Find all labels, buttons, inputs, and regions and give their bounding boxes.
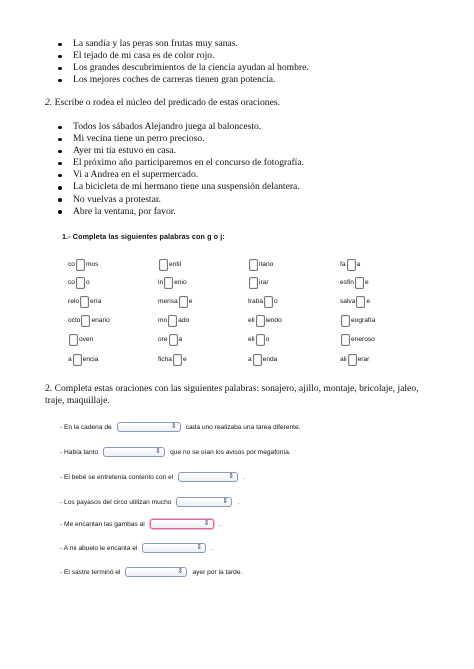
gj-word [158,277,187,288]
sentence-start: - Había tanto [60,448,99,456]
letter-input-box[interactable] [253,354,262,366]
letter-input-box[interactable] [80,296,89,308]
word-suffix: e [366,298,371,305]
word-suffix: ería [90,298,102,305]
gj-word [248,315,282,326]
word-suffix: e [182,356,187,363]
letter-input-box[interactable] [81,315,90,327]
word-suffix: e [188,298,193,305]
dropdown-arrow-icon: ⇕ [228,473,235,480]
gj-word [68,296,101,307]
list-item: Los mejores coches de carreras tienen gran potencia. [58,74,309,86]
sentence-end: cada uno realizaba una tarea diferente. [185,423,301,431]
word-suffix: erar [357,356,370,363]
dropdown-arrow-icon: ⇕ [177,568,184,575]
letter-input-box[interactable] [348,354,357,366]
letter-input-box[interactable] [356,296,365,308]
word-prefix: co [68,261,75,268]
gj-word [68,277,90,288]
letter-input-box[interactable] [256,315,265,327]
letter-input-box[interactable] [347,259,356,271]
word-suffix: o [265,336,270,343]
word-prefix: octo [68,317,81,324]
letter-input-box[interactable] [164,277,173,289]
letter-input-box[interactable] [341,334,350,346]
word-prefix: a [248,356,252,363]
letter-input-box[interactable] [76,277,85,289]
gj-word [340,277,369,288]
sentence-start: - El sastre terminó el [60,568,121,576]
word-suffix: enario [91,317,110,324]
letter-input-box[interactable] [179,296,188,308]
list-item: Todos los sábados Alejandro juega al baloncesto. [58,121,304,133]
word-suffix: e [364,279,369,286]
gj-word [158,315,189,326]
word-prefix: mo [158,317,168,324]
sentence-line [60,518,221,530]
word-suffix: enio [174,279,187,286]
word-suffix: encia [82,356,99,363]
gj-word [248,259,273,270]
letter-input-box[interactable] [264,296,273,308]
letter-input-box[interactable] [76,259,85,271]
sentence-end: . [211,544,214,552]
sentence-list-1 [58,38,309,86]
word-prefix: ali [340,356,347,363]
sentence-end: . [218,520,221,528]
word-suffix: irar [259,279,269,286]
gj-exercise-title: 1.- Completa las siguientes palabras con g o j: [62,232,225,241]
dropdown-arrow-icon: ⇕ [155,448,162,455]
sentence-start: - Me encantan las gambas al [60,520,145,528]
dropdown-arrow-icon: ⇕ [203,520,210,527]
word-suffix: ado [178,317,190,324]
dropdown-arrow-icon: ⇕ [196,544,203,551]
dropdown-arrow-icon: ⇕ [222,498,229,505]
exercise-3-instruction-line2: traje, maquillaje. [45,395,110,406]
word-prefix: salva [340,298,356,305]
letter-input-box[interactable] [249,259,258,271]
sentence-line [60,542,213,554]
word-prefix: co [68,279,75,286]
letter-input-box[interactable] [159,259,168,271]
letter-input-box[interactable] [355,277,364,289]
word-suffix: a [178,336,183,343]
word-dropdown[interactable] [142,543,206,553]
gj-word [340,334,375,345]
list-item: La sandía y las peras son frutas muy sanas. [58,38,309,50]
gj-word [68,259,98,270]
word-suffix: eografía [351,317,376,324]
gj-word [68,354,98,365]
word-suffix: entil [169,261,182,268]
word-prefix: ore [158,336,168,343]
gj-word [68,315,110,326]
exercise-2-instruction [45,97,280,109]
exercise-number: 2. [45,97,53,108]
sentence-start: - A mi abuelo le encanta el [60,544,138,552]
sentence-start: - Los payasos del circo utilizan mucho [60,498,172,506]
gj-word [158,354,187,365]
gj-word [340,259,360,270]
word-dropdown[interactable] [150,519,214,529]
gj-word [340,296,370,307]
list-item: Ayer mi tía estuvo en casa. [58,145,304,157]
letter-input-box[interactable] [249,277,258,289]
gj-word [68,334,93,345]
exercise-3-instruction-line1: 2. Completa estas oraciones con las siguientes palabras: sonajero, ajillo, montaje, bricolaje, jaleo, [45,383,419,394]
letter-input-box[interactable] [73,354,82,366]
word-suffix: enda [262,356,278,363]
word-prefix: mensa [158,298,178,305]
sentence-line [60,496,239,508]
word-prefix: fa [340,261,346,268]
word-prefix: ficha [158,356,172,363]
sentence-line [60,421,300,433]
gj-word [248,296,278,307]
sentence-end: ayer por la tarde. [192,568,243,576]
word-dropdown[interactable] [176,497,232,507]
sentence-end: que no se oían los avisos por megafonía. [170,448,291,456]
word-suffix: iendo [265,317,282,324]
word-prefix: in [158,279,164,286]
sentence-start: - El bebé se entretenía contento con el [60,473,174,481]
word-dropdown[interactable] [178,472,238,482]
gj-word [158,334,182,345]
gj-word [158,296,192,307]
gj-word [248,277,269,288]
word-suffix: o [274,298,278,305]
gj-word [340,315,375,326]
word-prefix: traba [248,298,264,305]
sentence-list-2 [58,121,304,218]
letter-input-box[interactable] [169,334,178,346]
exercise-instruction-text: Escribe o rodea el núcleo del predicado de estas oraciones. [54,97,280,108]
word-dropdown[interactable] [117,422,181,432]
word-prefix: eli [248,336,255,343]
word-dropdown[interactable] [125,567,187,577]
list-item: Abre la ventana, por favor. [58,206,304,218]
gj-word [340,354,369,365]
word-suffix: oven [79,336,94,343]
list-item: No vuelvas a protestar. [58,194,304,206]
letter-input-box[interactable] [173,354,182,366]
sentence-line [60,446,291,458]
list-item: La bicicleta de mi hermano tiene una suspensión delantera. [58,181,304,193]
list-item: Mi vecina tiene un perro precioso. [58,133,304,145]
gj-word [248,334,269,345]
sentence-end: . [237,498,240,506]
word-suffix: a [356,261,361,268]
letter-input-box[interactable] [256,334,265,346]
word-suffix: eneroso [351,336,375,343]
word-prefix: esfin [340,279,354,286]
word-prefix: a [68,356,72,363]
gj-word [248,354,277,365]
list-item: El tejado de mi casa es de color rojo. [58,50,309,62]
gj-word [158,259,181,270]
word-dropdown[interactable] [103,447,165,457]
letter-input-box[interactable] [341,315,350,327]
sentence-line [60,566,242,578]
letter-input-box[interactable] [69,334,78,346]
sentence-start: - En la cadena de [60,423,112,431]
list-item: Los grandes descubrimientos de la ciencia ayudan al hombre. [58,62,309,74]
dropdown-arrow-icon: ⇕ [170,423,177,430]
word-prefix: eli [248,317,255,324]
word-prefix: relo [68,298,79,305]
letter-input-box[interactable] [168,315,177,327]
word-suffix: o [85,279,90,286]
sentence-end: . [243,473,246,481]
word-suffix: itano [259,261,274,268]
list-item: El próximo año participaremos en el concurso de fotografía. [58,157,304,169]
word-suffix: mos [85,261,99,268]
sentence-line [60,471,245,483]
list-item: Vi a Andrea en el supermercado. [58,169,304,181]
